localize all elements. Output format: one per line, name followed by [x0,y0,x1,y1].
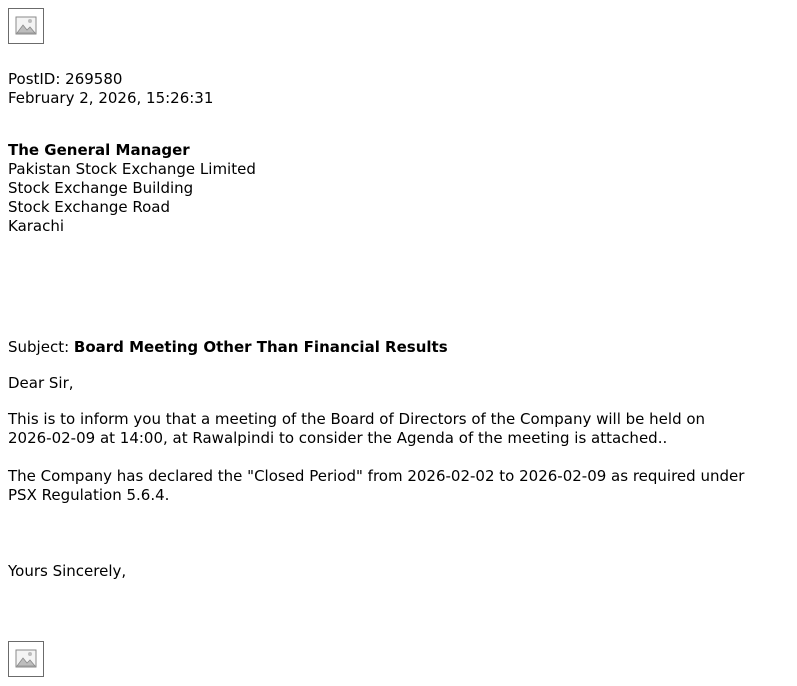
post-id: PostID: 269580 [8,70,123,88]
recipient-line-1: Pakistan Stock Exchange Limited [8,160,256,178]
closing: Yours Sincerely, [8,562,127,580]
timestamp: February 2, 2026, 15:26:31 [8,89,214,107]
paragraph-1-line-2: 2026-02-09 at 14:00, at Rawalpindi to consider the Agenda of the meeting is attached.. [8,429,668,447]
salutation: Dear Sir, [8,374,74,392]
recipient-line-3: Stock Exchange Road [8,198,170,216]
broken-image-icon [9,9,43,43]
header-logo-image [8,8,44,44]
subject-line [8,338,448,357]
subject-label: Subject: [8,338,74,356]
recipient-title: The General Manager [8,141,190,159]
paragraph-1-line-1: This is to inform you that a meeting of the Board of Directors of the Company will be held on [8,410,706,428]
signature-image [8,641,44,677]
recipient-line-2: Stock Exchange Building [8,179,194,197]
paragraph-2-line-1: The Company has declared the "Closed Period" from 2026-02-02 to 2026-02-09 as required under [8,467,745,485]
paragraph-2-line-2: PSX Regulation 5.6.4. [8,486,170,504]
broken-image-icon [9,642,43,676]
subject-text: Board Meeting Other Than Financial Results [73,338,448,356]
recipient-line-4: Karachi [8,217,65,235]
